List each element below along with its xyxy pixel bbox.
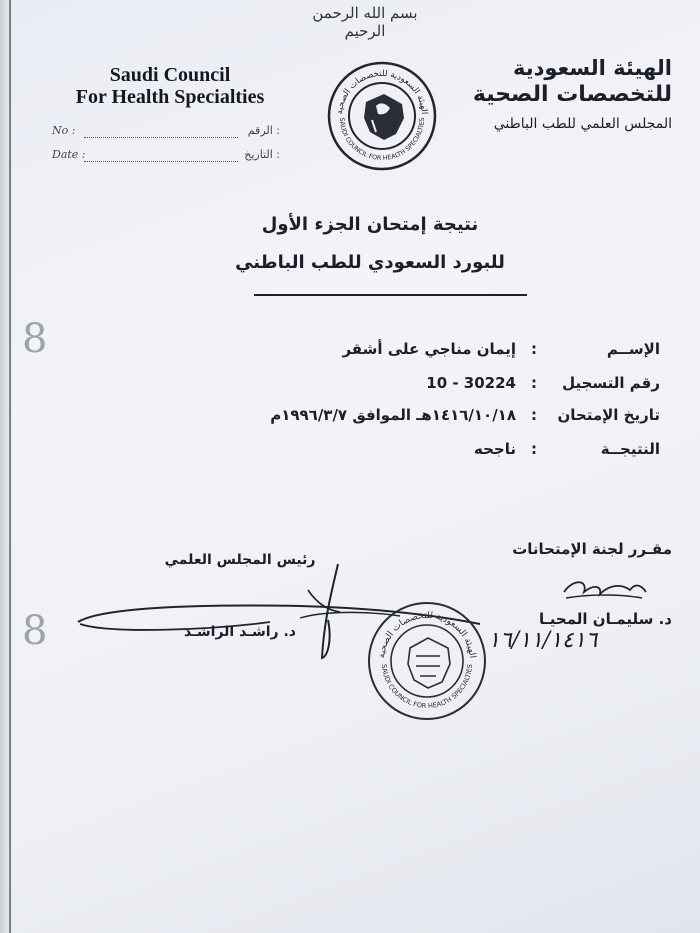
field-label: رقم التسجيل bbox=[562, 374, 660, 392]
field-exam-date: تاريخ الإمتحان:١٤١٦/١٠/١٨هـ الموافق ١٩٩٦/٣/٧م bbox=[270, 406, 660, 424]
field-value: 10 - 30224 bbox=[426, 374, 516, 392]
punch-hole-mark: 8 bbox=[22, 316, 48, 362]
page-edge-line bbox=[9, 0, 11, 933]
rapporteur-signature bbox=[560, 572, 650, 608]
field-registration-number: رقم التسجيل:10 - 30224 bbox=[426, 374, 660, 392]
stamp-top-text: الهيئة السعودية للتخصصات الصحية bbox=[377, 610, 477, 659]
date-label-en: Date : bbox=[52, 148, 86, 161]
field-value: ناجحه bbox=[474, 440, 516, 458]
field-result: النتيجــة:ناجحه bbox=[474, 440, 660, 458]
exam-committee-rapporteur-title: مقـرر لجنة الإمتحانات bbox=[512, 540, 672, 558]
document-title bbox=[220, 206, 520, 282]
reference-number-line bbox=[52, 124, 280, 142]
rapporteur-name: د. سليمـان المحيـا bbox=[539, 610, 672, 628]
english-org-line-2: For Health Specialties bbox=[75, 86, 265, 108]
field-label: تاريخ الإمتحان bbox=[557, 406, 660, 424]
title-line-1: نتيجة إمتحان الجزء الأول bbox=[261, 214, 479, 235]
arabic-org-line-1: الهيئة السعودية bbox=[512, 56, 672, 80]
title-line-2: للبورد السعودي للطب الباطني bbox=[235, 252, 505, 273]
arabic-board-name: المجلس العلمي للطب الباطني bbox=[493, 116, 672, 132]
council-logo-seal bbox=[326, 60, 438, 172]
english-organization-name bbox=[40, 64, 300, 108]
title-underline bbox=[254, 294, 527, 296]
field-name: الإســم:إيمان مناجي على أشقر bbox=[342, 340, 660, 358]
field-label: الإســم bbox=[606, 340, 660, 358]
council-chairman-title: رئيس المجلس العلمي bbox=[164, 552, 316, 568]
number-dotted-line bbox=[84, 137, 238, 138]
chairman-name: د. راشـد الراشـد bbox=[184, 624, 296, 640]
field-value: إيمان مناجي على أشقر bbox=[342, 340, 516, 358]
field-label: النتيجــة bbox=[600, 440, 660, 458]
number-label-en: No : bbox=[52, 124, 76, 137]
seal-top-text: الهيئة السعودية للتخصصات الصحية bbox=[334, 68, 429, 115]
arabic-org-line-2: للتخصصات الصحية bbox=[472, 82, 672, 107]
stamp-bottom-text: SAUDI COUNCIL FOR HEALTH SPECIALTIES bbox=[379, 663, 475, 711]
handwritten-date: ١٦/١١/١٤١٦ bbox=[488, 628, 598, 653]
date-dotted-line bbox=[84, 161, 238, 162]
field-value: ١٤١٦/١٠/١٨هـ الموافق ١٩٩٦/٣/٧م bbox=[270, 406, 516, 424]
date-reference-line bbox=[52, 148, 280, 166]
seal-bottom-text: SAUDI COUNCIL FOR HEALTH SPECIALTIES bbox=[337, 117, 427, 163]
date-label-ar: التاريخ : bbox=[244, 148, 280, 161]
basmala: بسم الله الرحمن الرحيم bbox=[312, 4, 418, 40]
punch-hole-mark: 8 bbox=[22, 608, 48, 654]
page-edge-shadow bbox=[0, 0, 14, 933]
english-org-line-1: Saudi Council bbox=[109, 64, 231, 86]
arabic-organization-header bbox=[460, 55, 672, 135]
number-label-ar: الرقم : bbox=[247, 124, 280, 137]
official-stamp bbox=[366, 600, 488, 722]
